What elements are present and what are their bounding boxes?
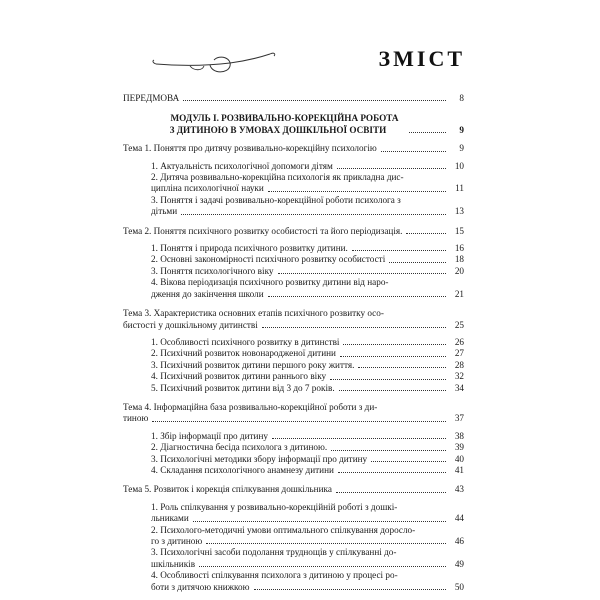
page-number: 11 xyxy=(455,183,464,194)
page-number: 46 xyxy=(454,536,464,546)
entry-text-line: 4. Психічний розвиток дитини раннього віку xyxy=(151,371,327,382)
flourish-ornament-icon xyxy=(150,44,280,80)
page-number: 34 xyxy=(454,382,464,393)
toc-subitem[interactable] xyxy=(123,254,464,265)
page-header xyxy=(150,44,465,84)
entry-text-line: 5. Психічний розвиток дитини від 3 до 7 років. xyxy=(151,382,335,393)
dot-leader xyxy=(183,100,446,101)
entry-text-line: Тема 4. Інформаційна база розвивально-корекційної роботи з ди- xyxy=(123,401,378,412)
page-number: 25 xyxy=(454,319,464,330)
entry-text-line: го з дитиною xyxy=(151,536,203,546)
entry-text-line: 2. Психолого-методичні умови оптимального спілкування доросло- xyxy=(151,524,416,535)
entry-text-line: 3. Поняття психологічного віку xyxy=(151,265,274,276)
page-number: 39 xyxy=(454,442,464,453)
dot-leader xyxy=(371,461,446,462)
entry-text-line: 1. Актуальність психологічної допомоги дітям xyxy=(151,160,333,171)
page-number: 16 xyxy=(454,243,464,254)
page-number: 41 xyxy=(454,464,464,475)
page-number: 49 xyxy=(454,558,464,569)
page-number: 26 xyxy=(454,336,464,347)
dot-leader xyxy=(406,233,446,234)
dot-leader xyxy=(262,327,446,328)
dot-leader xyxy=(181,214,446,215)
entry-text-line: 3. Поняття і задачі розвивально-корекційної роботи психолога з xyxy=(151,194,401,205)
toc-theme-2[interactable] xyxy=(123,226,464,237)
page-number: 43 xyxy=(454,484,464,495)
toc-theme-4[interactable] xyxy=(123,402,464,425)
toc-subitem[interactable] xyxy=(123,547,464,570)
dot-leader xyxy=(340,356,446,357)
page-number: 9 xyxy=(459,143,464,154)
dot-leader xyxy=(389,262,446,263)
entry-text-line: 4. Вікова періодизація психічного розвитку дитини від наро- xyxy=(151,277,389,288)
toc-subitem[interactable] xyxy=(123,161,464,172)
toc-subitem[interactable] xyxy=(123,348,464,359)
toc-subitem[interactable] xyxy=(123,525,464,548)
entry-text-line: 3. Психологічні методики збору інформації про дитину xyxy=(151,453,368,464)
entry-text-line: тиною xyxy=(123,413,149,424)
page-number: 21 xyxy=(454,288,464,299)
page-number: 27 xyxy=(454,348,464,359)
page-number: 10 xyxy=(454,160,464,171)
page-number: 44 xyxy=(454,513,464,524)
entry-text-line: дження до закінчення школи xyxy=(151,288,264,299)
toc-theme-5[interactable] xyxy=(123,484,464,495)
page-number: 13 xyxy=(454,206,464,217)
module-title-line: МОДУЛЬ І. РОЗВИВАЛЬНО-КОРЕКЦІЙНА РОБОТА xyxy=(170,113,399,124)
page-number: 18 xyxy=(454,254,464,265)
dot-leader xyxy=(409,132,446,133)
toc-preface-label: ПЕРЕДМОВА xyxy=(123,93,180,103)
dot-leader xyxy=(268,191,446,192)
page-number: 15 xyxy=(454,225,464,236)
toc-subitem[interactable] xyxy=(123,383,464,394)
entry-text-line: 2. Психічний розвиток новонародженої дитини xyxy=(151,348,336,359)
entry-text-line: Тема 1. Поняття про дитячу розвивально-корекційну психологію xyxy=(123,143,377,154)
toc-theme-1[interactable] xyxy=(123,143,464,154)
entry-text-line: 1. Особливості психічного розвитку в дитинстві xyxy=(151,336,340,347)
toc-theme-items xyxy=(123,161,464,218)
entry-text-line: Тема 3. Характеристика основних етапів психічного розвитку осо- xyxy=(123,308,384,319)
dot-leader xyxy=(337,168,446,169)
toc-theme-items xyxy=(123,431,464,477)
entry-text-line: 2. Основні закономірності психічного розвитку особистості xyxy=(151,254,386,265)
page-number: 40 xyxy=(454,453,464,464)
dot-leader xyxy=(381,151,446,152)
page-number: 50 xyxy=(454,581,464,592)
toc-subitem[interactable] xyxy=(123,502,464,525)
dot-leader xyxy=(338,472,446,473)
page-title: ЗМІСТ xyxy=(378,46,465,71)
page-number: 20 xyxy=(454,265,464,276)
entry-text-line: шкільників xyxy=(151,558,196,569)
dot-leader xyxy=(272,438,446,439)
toc-subitem[interactable] xyxy=(123,431,464,442)
dot-leader xyxy=(193,521,446,522)
toc-subitem[interactable] xyxy=(123,337,464,348)
entry-text-line: льниками xyxy=(151,513,189,524)
page-number: 28 xyxy=(454,359,464,370)
dot-leader xyxy=(330,379,446,380)
dot-leader xyxy=(254,589,447,590)
toc-subitem[interactable] xyxy=(123,277,464,300)
entry-text-line: бистості у дошкільному дитинстві xyxy=(123,319,258,330)
module-title-line: З ДИТИНОЮ В УМОВАХ ДОШКІЛЬНОЇ ОСВІТИ xyxy=(123,125,407,136)
page-number: 8 xyxy=(459,93,464,103)
toc-theme-items xyxy=(123,502,464,593)
toc-theme-items xyxy=(123,337,464,394)
dot-leader xyxy=(336,492,446,493)
toc-subitem[interactable] xyxy=(123,454,464,465)
table-of-contents xyxy=(123,93,464,593)
entry-text-line: 3. Психічний розвиток дитини першого року життя. xyxy=(151,359,355,370)
toc-theme-3[interactable] xyxy=(123,308,464,331)
entry-text-line: 4. Складання психологічного анамнезу дитини xyxy=(151,464,334,475)
entry-text-line: дітьми xyxy=(151,206,178,217)
entry-text-line: 2. Дитяча розвивально-корекційна психологія як прикладна дис- xyxy=(151,172,404,183)
page-number: 38 xyxy=(454,430,464,441)
page-number: 9 xyxy=(459,124,464,135)
dot-leader xyxy=(278,273,447,274)
toc-subitem[interactable] xyxy=(123,371,464,382)
entry-text-line: ципліна психологічної науки xyxy=(151,183,264,194)
toc-subitem[interactable] xyxy=(123,195,464,218)
entry-text-line: боти з дитячою книжкою xyxy=(151,581,250,592)
dot-leader xyxy=(152,421,446,422)
toc-subitem[interactable] xyxy=(123,465,464,476)
dot-leader xyxy=(206,543,446,544)
toc-subitem[interactable] xyxy=(123,442,464,453)
entry-text-line: 3. Психологічні засоби подолання труднощів у спілкуванні до- xyxy=(151,547,397,558)
dot-leader xyxy=(343,344,446,345)
toc-themes xyxy=(123,143,464,593)
dot-leader xyxy=(331,450,446,451)
toc-subitem[interactable] xyxy=(123,172,464,195)
entry-text-line: 1. Збір інформації про дитину xyxy=(151,430,268,441)
entry-text-line: 1. Поняття і природа психічного розвитку дитини. xyxy=(151,243,348,254)
toc-subitem[interactable] xyxy=(123,243,464,254)
toc-subitem[interactable] xyxy=(123,360,464,371)
toc-module[interactable] xyxy=(123,113,464,136)
entry-text-line: Тема 5. Розвиток і корекція спілкування дошкільника xyxy=(123,484,332,495)
toc-subitem[interactable] xyxy=(123,570,464,593)
toc-preface[interactable] xyxy=(123,93,464,104)
toc-subitem[interactable] xyxy=(123,266,464,277)
dot-leader xyxy=(199,566,446,567)
page-number: 32 xyxy=(454,371,464,382)
dot-leader xyxy=(268,296,446,297)
entry-text-line: Тема 2. Поняття психічного розвитку особистості та його періодизація. xyxy=(123,225,403,236)
entry-text-line: 1. Роль спілкування у розвивально-корекційній роботі з дошкі- xyxy=(151,501,398,512)
dot-leader xyxy=(358,367,446,368)
entry-text-line: 2. Діагностична бесіда психолога з дитиною. xyxy=(151,442,328,453)
toc-theme-items xyxy=(123,243,464,300)
page-number: 37 xyxy=(454,413,464,424)
entry-text-line: 4. Особливості спілкування психолога з дитиною у процесі ро- xyxy=(151,570,398,581)
dot-leader xyxy=(339,390,446,391)
dot-leader xyxy=(352,250,446,251)
